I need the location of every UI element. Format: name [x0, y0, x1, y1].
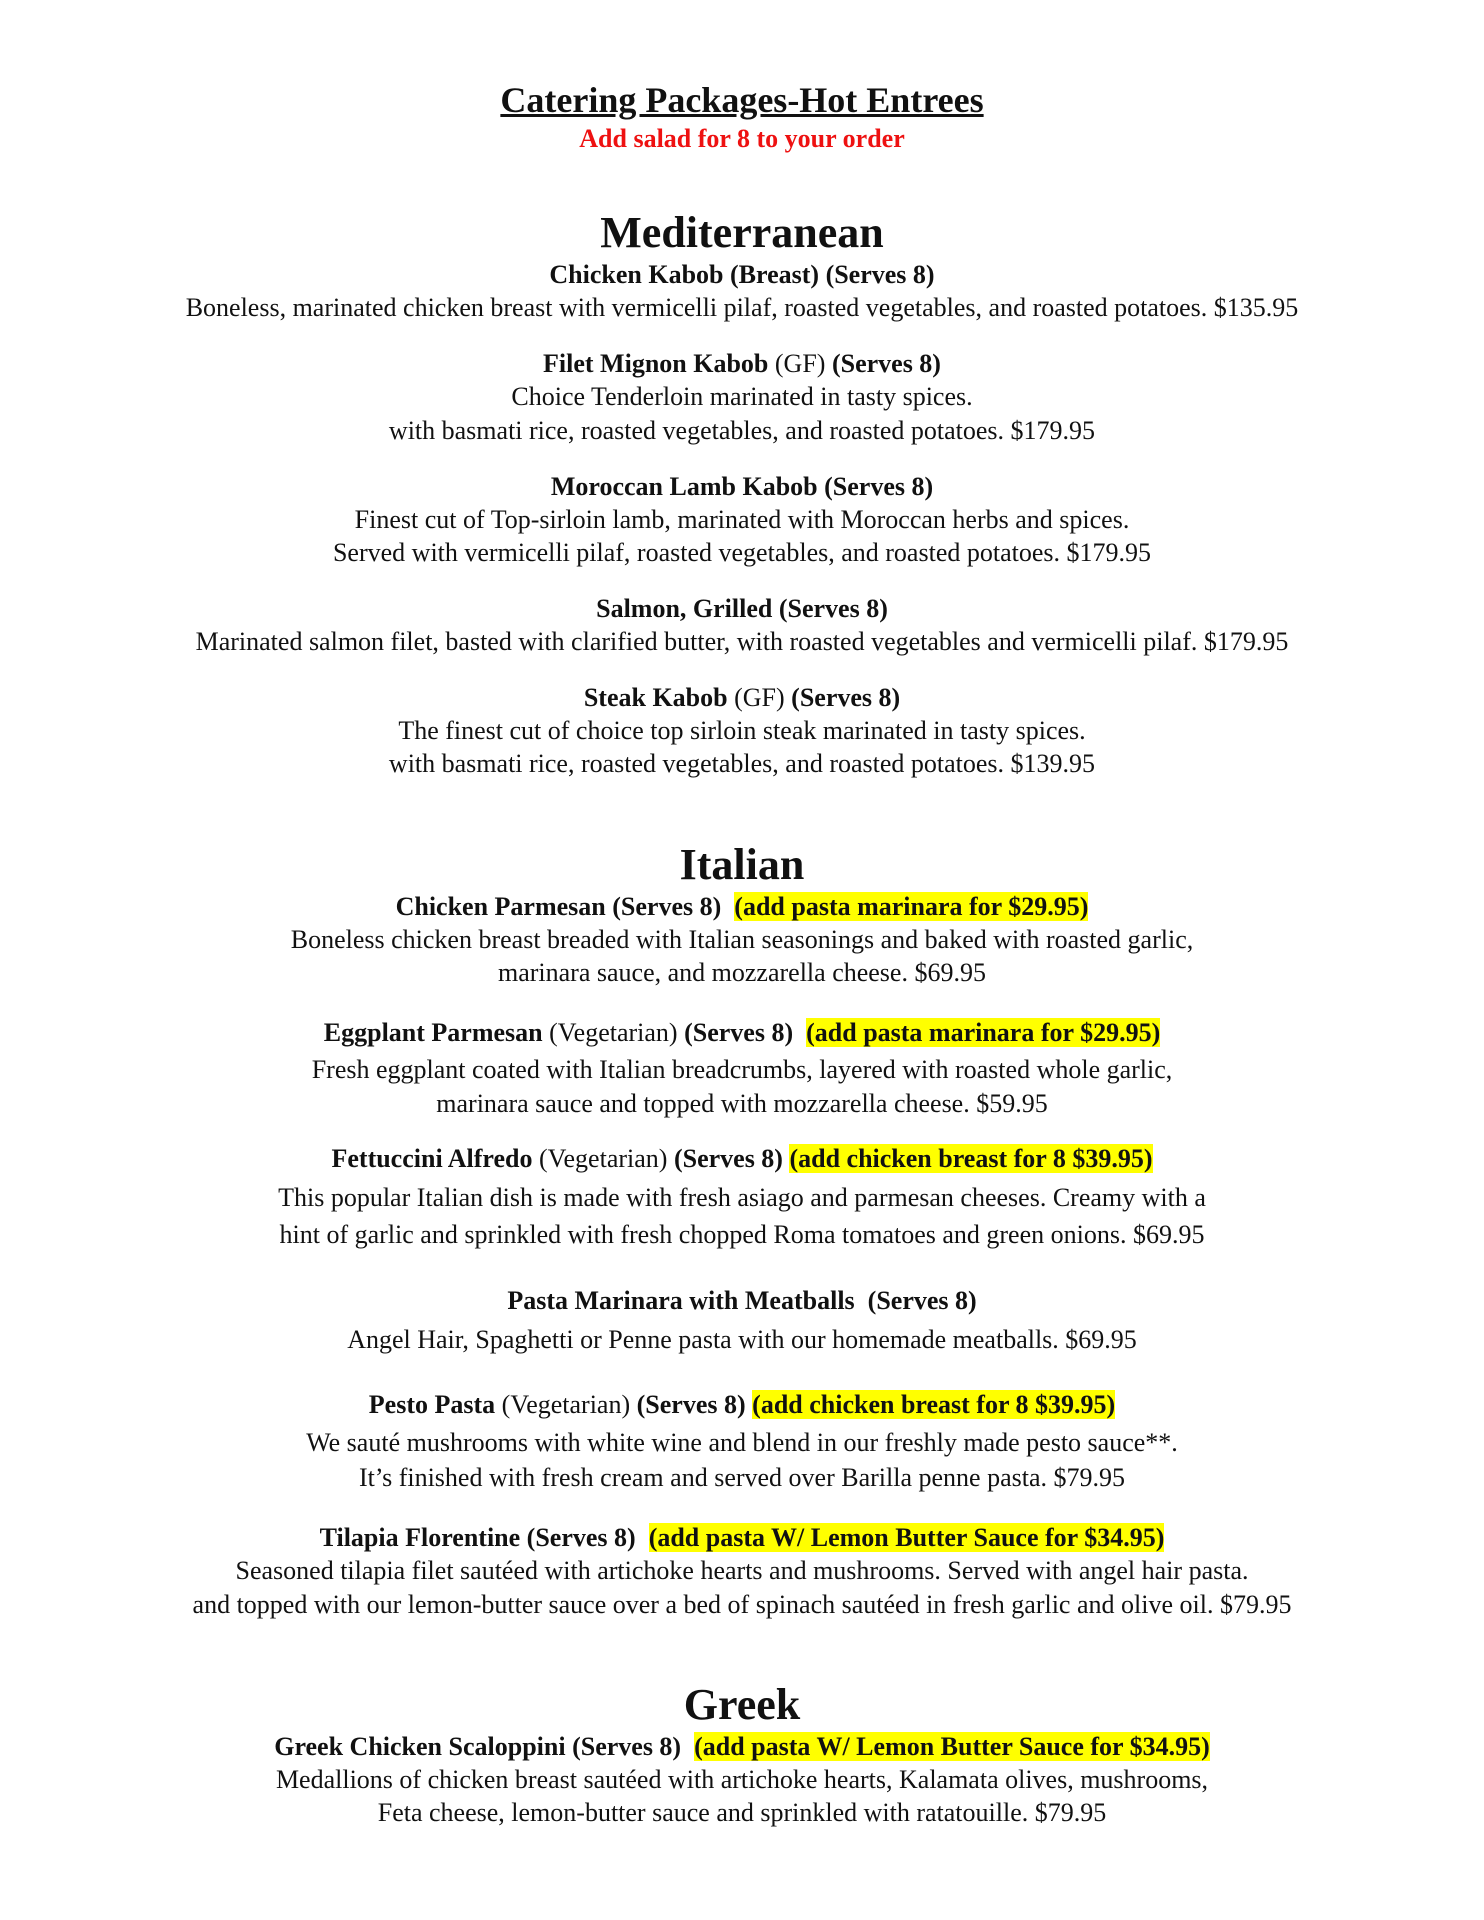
- item-name: Tilapia Florentine: [319, 1523, 521, 1552]
- item-description: Fresh eggplant coated with Italian breadcrumbs, layered with roasted whole garlic,: [311, 1055, 1173, 1084]
- menu-item-title: [0, 1523, 1484, 1553]
- section-heading-italian: Italian: [679, 840, 805, 889]
- item-description: Seasoned tilapia filet sautéed with artichoke hearts and mushrooms. Served with angel hair pasta.: [235, 1556, 1249, 1585]
- addon-highlight: (add pasta W/ Lemon Butter Sauce for $34.95): [648, 1523, 1165, 1552]
- item-name: Chicken Kabob (Breast): [549, 260, 820, 289]
- item-name: Chicken Parmesan: [395, 892, 606, 921]
- menu-item-title: [0, 1732, 1484, 1762]
- menu-item-title: [0, 1018, 1484, 1048]
- item-description: Served with vermicelli pilaf, roasted vegetables, and roasted potatoes. $179.95: [332, 538, 1152, 567]
- item-tag: (Vegetarian): [538, 1144, 668, 1173]
- item-description: It’s finished with fresh cream and served over Barilla penne pasta. $79.95: [358, 1463, 1126, 1492]
- addon-highlight: (add pasta W/ Lemon Butter Sauce for $34.95): [694, 1732, 1210, 1761]
- item-serves: (Serves 8): [636, 1390, 746, 1419]
- item-description: Angel Hair, Spaghetti or Penne pasta with our homemade meatballs. $69.95: [347, 1325, 1137, 1354]
- item-serves: (Serves 8): [673, 1144, 783, 1173]
- item-name: Fettuccini Alfredo: [331, 1144, 533, 1173]
- item-description: Medallions of chicken breast sautéed with artichoke hearts, Kalamata olives, mushrooms,: [275, 1765, 1209, 1794]
- item-name: Eggplant Parmesan: [323, 1018, 543, 1047]
- item-tag: (Vegetarian): [549, 1018, 678, 1047]
- item-description: Boneless, marinated chicken breast with vermicelli pilaf, roasted vegetables, and roasted potatoes. $135.95: [185, 293, 1299, 322]
- item-description: hint of garlic and sprinkled with fresh chopped Roma tomatoes and green onions. $69.95: [279, 1220, 1205, 1249]
- item-name: Pesto Pasta: [368, 1390, 496, 1419]
- item-name: Pasta Marinara with Meatballs: [507, 1286, 855, 1315]
- item-description: and topped with our lemon-butter sauce over a bed of spinach sautéed in fresh garlic and olive oil. $79.95: [192, 1590, 1292, 1619]
- menu-item-title: [0, 260, 1484, 290]
- item-description: This popular Italian dish is made with fresh asiago and parmesan cheeses. Creamy with a: [278, 1183, 1206, 1212]
- addon-highlight: (add chicken breast for 8 $39.95): [789, 1144, 1153, 1173]
- item-description: Boneless chicken breast breaded with Italian seasonings and baked with roasted garlic,: [290, 925, 1194, 954]
- item-name: Steak Kabob: [583, 683, 728, 712]
- item-name: Filet Mignon Kabob: [543, 349, 769, 378]
- item-description: Marinated salmon filet, basted with clarified butter, with roasted vegetables and vermicelli pilaf. $179.95: [195, 627, 1289, 656]
- menu-item-title: [0, 1390, 1484, 1420]
- item-description: Finest cut of Top-sirloin lamb, marinated with Moroccan herbs and spices.: [354, 505, 1130, 534]
- item-description: Feta cheese, lemon-butter sauce and sprinkled with ratatouille. $79.95: [377, 1798, 1107, 1827]
- addon-highlight: (add pasta marinara for $29.95): [806, 1018, 1161, 1047]
- item-serves: (Serves 8): [612, 892, 722, 921]
- menu-item-title: [0, 594, 1484, 624]
- item-serves: (Serves 8): [526, 1523, 636, 1552]
- item-serves: (Serves 8): [831, 349, 941, 378]
- item-description: with basmati rice, roasted vegetables, and roasted potatoes. $139.95: [388, 749, 1096, 778]
- menu-item-title: [0, 349, 1484, 379]
- item-serves: (Serves 8): [825, 260, 935, 289]
- item-description: The finest cut of choice top sirloin steak marinated in tasty spices.: [398, 716, 1086, 745]
- item-tag: (Vegetarian): [501, 1390, 631, 1419]
- section-heading-greek: Greek: [683, 1680, 801, 1729]
- item-serves: (Serves 8): [572, 1732, 682, 1761]
- item-description: with basmati rice, roasted vegetables, and roasted potatoes. $179.95: [388, 416, 1096, 445]
- item-tag: (GF): [774, 349, 826, 378]
- page-subtitle: Add salad for 8 to your order: [579, 124, 905, 153]
- item-serves: (Serves 8): [778, 594, 888, 623]
- menu-item-title: [0, 1286, 1484, 1316]
- menu-item-title: [0, 683, 1484, 713]
- menu-item-title: [0, 1144, 1484, 1174]
- item-name: Moroccan Lamb Kabob: [550, 472, 818, 501]
- page-title: Catering Packages-Hot Entrees: [500, 80, 984, 120]
- item-description: marinara sauce, and mozzarella cheese. $69.95: [498, 958, 986, 987]
- addon-highlight: (add chicken breast for 8 $39.95): [752, 1390, 1116, 1419]
- menu-item-title: [0, 472, 1484, 502]
- item-name: Salmon, Grilled: [596, 594, 773, 623]
- section-heading-mediterranean: Mediterranean: [600, 208, 884, 257]
- menu-item-title: [0, 892, 1484, 922]
- item-tag: (GF): [734, 683, 785, 712]
- item-name: Greek Chicken Scaloppini: [274, 1732, 566, 1761]
- item-description: marinara sauce and topped with mozzarella cheese. $59.95: [436, 1089, 1048, 1118]
- item-description: Choice Tenderloin marinated in tasty spices.: [511, 382, 973, 411]
- item-serves: (Serves 8): [824, 472, 934, 501]
- item-serves: (Serves 8): [791, 683, 901, 712]
- item-serves: (Serves 8): [867, 1286, 977, 1315]
- addon-highlight: (add pasta marinara for $29.95): [734, 892, 1089, 921]
- item-description: We sauté mushrooms with white wine and blend in our freshly made pesto sauce**.: [306, 1428, 1178, 1457]
- item-serves: (Serves 8): [684, 1018, 794, 1047]
